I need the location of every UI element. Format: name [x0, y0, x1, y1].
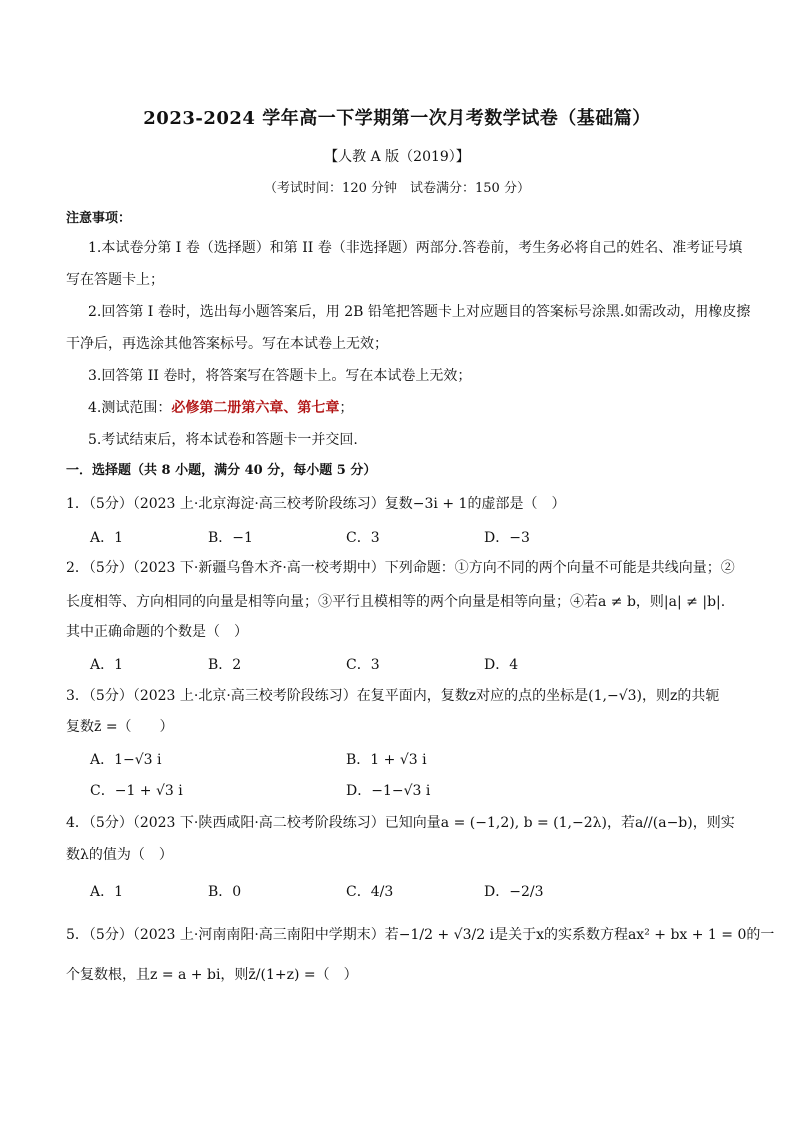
q1-option-b: B．−1 [208, 530, 253, 546]
note-2-line-2: 干净后，再选涂其他答案标号。写在本试卷上无效； [66, 336, 388, 352]
question-2-line-1: 2．（5分）（2023 下·新疆乌鲁木齐·高一校考期中）下列命题：①方向不同的两个向量不可能是共线向量；② [66, 560, 735, 576]
question-2-line-2: 长度相等、方向相同的向量是相等向量；③平行且模相等的两个向量是相等向量；④若a ≠ b，则|a| ≠ |b|. [66, 594, 726, 610]
edition-label: 【人教 A 版（2019）】 [324, 149, 470, 165]
question-2-line-3: 其中正确命题的个数是（ ） [66, 624, 248, 640]
exam-info: （考试时间：120 分钟 试卷满分：150 分） [264, 181, 530, 196]
q3-option-d: D．−1−√3 i [346, 783, 431, 799]
notes-heading: 注意事项： [66, 211, 132, 226]
question-1: 1．（5分）（2023 上·北京海淀·高三校考阶段练习）复数−3i + 1的虚部是（ ） [66, 496, 566, 512]
question-3-line-2: 复数z̄ =（ ） [66, 719, 174, 735]
q1-option-d: D．−3 [484, 530, 530, 546]
q4-option-c: C．4/3 [346, 884, 394, 900]
question-5-line-2: 个复数根，且z = a + bi，则z̄/(1+z) =（ ） [66, 967, 358, 983]
q3-option-a: A．1−√3 i [90, 752, 162, 768]
note-1-line-1: 1.本试卷分第 I 卷（选择题）和第 II 卷（非选择题）两部分.答卷前，考生务必将自己的姓名、准考证号填 [88, 240, 743, 256]
question-4-line-1: 4．（5分）（2023 下·陕西咸阳·高二校考阶段练习）已知向量a = (−1,2), b = (1,−2λ)，若a//(a−b)，则实 [66, 815, 735, 831]
q3-option-b: B．1 + √3 i [346, 752, 427, 768]
question-4-line-2: 数λ的值为（ ） [66, 847, 173, 863]
note-4 [88, 398, 353, 418]
note-1-line-2: 写在答题卡上； [66, 272, 164, 288]
q1-option-a: A．1 [90, 530, 124, 546]
q2-option-d: D．4 [484, 657, 519, 673]
q1-option-c: C．3 [346, 530, 380, 546]
note-4-range: 必修第二册第六章、第七章 [171, 400, 340, 416]
question-5-line-1: 5．（5分）（2023 上·河南南阳·高三南阳中学期末）若−1/2 + √3/2 i是关于x的实系数方程ax² + bx + 1 = 0的一 [66, 927, 775, 943]
note-4-prefix: 4.测试范围： [88, 400, 172, 416]
q2-option-a: A．1 [90, 657, 124, 673]
note-3: 3.回答第 II 卷时，将答案写在答题卡上。写在本试卷上无效； [88, 368, 472, 384]
q4-option-d: D．−2/3 [484, 884, 544, 900]
note-5: 5.考试结束后，将本试卷和答题卡一并交回. [88, 432, 358, 448]
note-2-line-1: 2.回答第 I 卷时，选出每小题答案后，用 2B 铅笔把答题卡上对应题目的答案标号涂黑.如需改动，用橡皮擦 [88, 304, 751, 320]
question-3-line-1: 3．（5分）（2023 上·北京·高三校考阶段练习）在复平面内，复数z对应的点的坐标是(1,−√3)，则z的共轭 [66, 688, 720, 704]
q4-option-b: B．0 [208, 884, 242, 900]
exam-title: 2023-2024 学年高一下学期第一次月考数学试卷（基础篇） [143, 108, 651, 129]
q3-option-c: C．−1 + √3 i [90, 783, 183, 799]
section-1-heading: 一．选择题（共 8 小题，满分 40 分，每小题 5 分） [66, 463, 377, 478]
note-4-suffix: ； [339, 400, 354, 416]
q4-option-a: A．1 [90, 884, 124, 900]
q2-option-c: C．3 [346, 657, 380, 673]
q2-option-b: B．2 [208, 657, 242, 673]
